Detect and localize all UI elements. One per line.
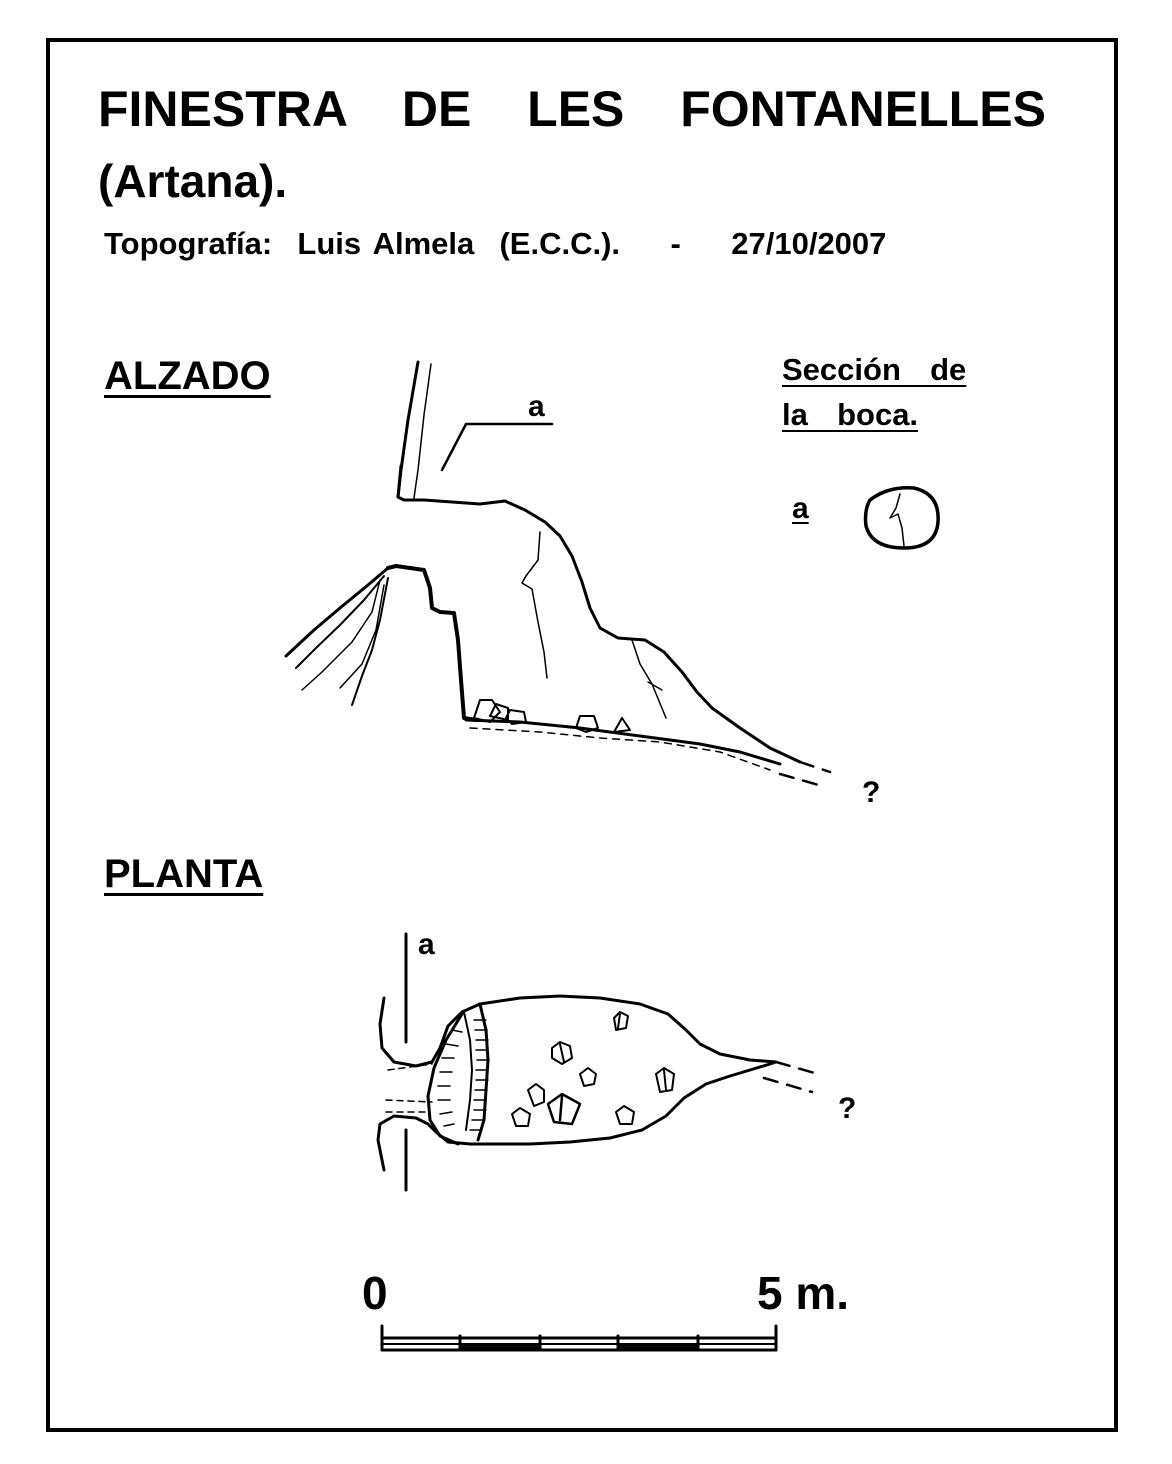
title-line-1: FINESTRA DE LES FONTANELLES — [98, 81, 1046, 137]
alzado-cliff-edge — [398, 466, 401, 497]
planta-boulder-6 — [548, 1094, 580, 1124]
seccion-label-a: a — [792, 492, 809, 525]
alzado-question-mark: ? — [862, 776, 881, 809]
seccion-boca-outline — [866, 488, 939, 548]
planta-continuation-lower — [764, 1078, 812, 1092]
seccion-boca-crack — [890, 494, 904, 546]
alzado-rock-outcrop — [388, 566, 476, 720]
planta-label-a: a — [418, 928, 435, 961]
planta-heading: PLANTA — [104, 852, 264, 896]
alzado-cliff-shade — [414, 364, 431, 498]
planta-chamber-outline — [470, 996, 776, 1144]
seccion-heading-line-1: Sección de — [782, 352, 967, 387]
alzado-rock-slope-5 — [340, 585, 384, 688]
alzado-boulder-5 — [614, 718, 630, 732]
planta-boulder-7 — [512, 1108, 530, 1126]
alzado-cliff-upper — [398, 362, 800, 762]
survey-credit: Topografía: Luis Almela (E.C.C.). - 27/10/2007 — [104, 226, 887, 261]
planta-boulder-8 — [616, 1106, 634, 1124]
planta-boulder-2 — [552, 1042, 572, 1064]
planta-boulder-5 — [528, 1084, 544, 1106]
scale-bar-segment-black-1 — [460, 1344, 540, 1350]
alzado-continuation-upper — [800, 762, 830, 772]
planta-boulder-4 — [656, 1068, 674, 1092]
planta-boulder-1 — [614, 1012, 628, 1030]
planta-section — [378, 934, 818, 1190]
seccion-heading-line-2: la boca. — [782, 396, 919, 432]
scale-end-label: 5 m. — [757, 1267, 850, 1319]
scale-bar — [382, 1326, 776, 1350]
alzado-continuation-lower — [780, 774, 822, 786]
alzado-heading: ALZADO — [104, 354, 271, 398]
alzado-label-a: a — [528, 390, 545, 423]
planta-entrance-dashed-2 — [386, 1100, 432, 1102]
scale-start-label: 0 — [362, 1267, 388, 1319]
planta-entrance-wall-upper — [380, 998, 480, 1066]
planta-hatch-line-inner — [464, 1012, 472, 1130]
scale-bar-segment-black-2 — [618, 1344, 698, 1350]
alzado-rock-slope-3 — [302, 580, 380, 690]
seccion-boca-section — [866, 488, 939, 548]
planta-boulder-3 — [580, 1068, 596, 1086]
alzado-section-marker-a — [442, 424, 552, 470]
planta-question-mark: ? — [838, 1092, 857, 1125]
alzado-section — [286, 362, 830, 786]
title-line-2: (Artana). — [98, 155, 288, 207]
alzado-wall-line-1 — [522, 532, 547, 678]
alzado-wall-line-3 — [648, 682, 662, 690]
planta-continuation-upper — [776, 1062, 818, 1074]
